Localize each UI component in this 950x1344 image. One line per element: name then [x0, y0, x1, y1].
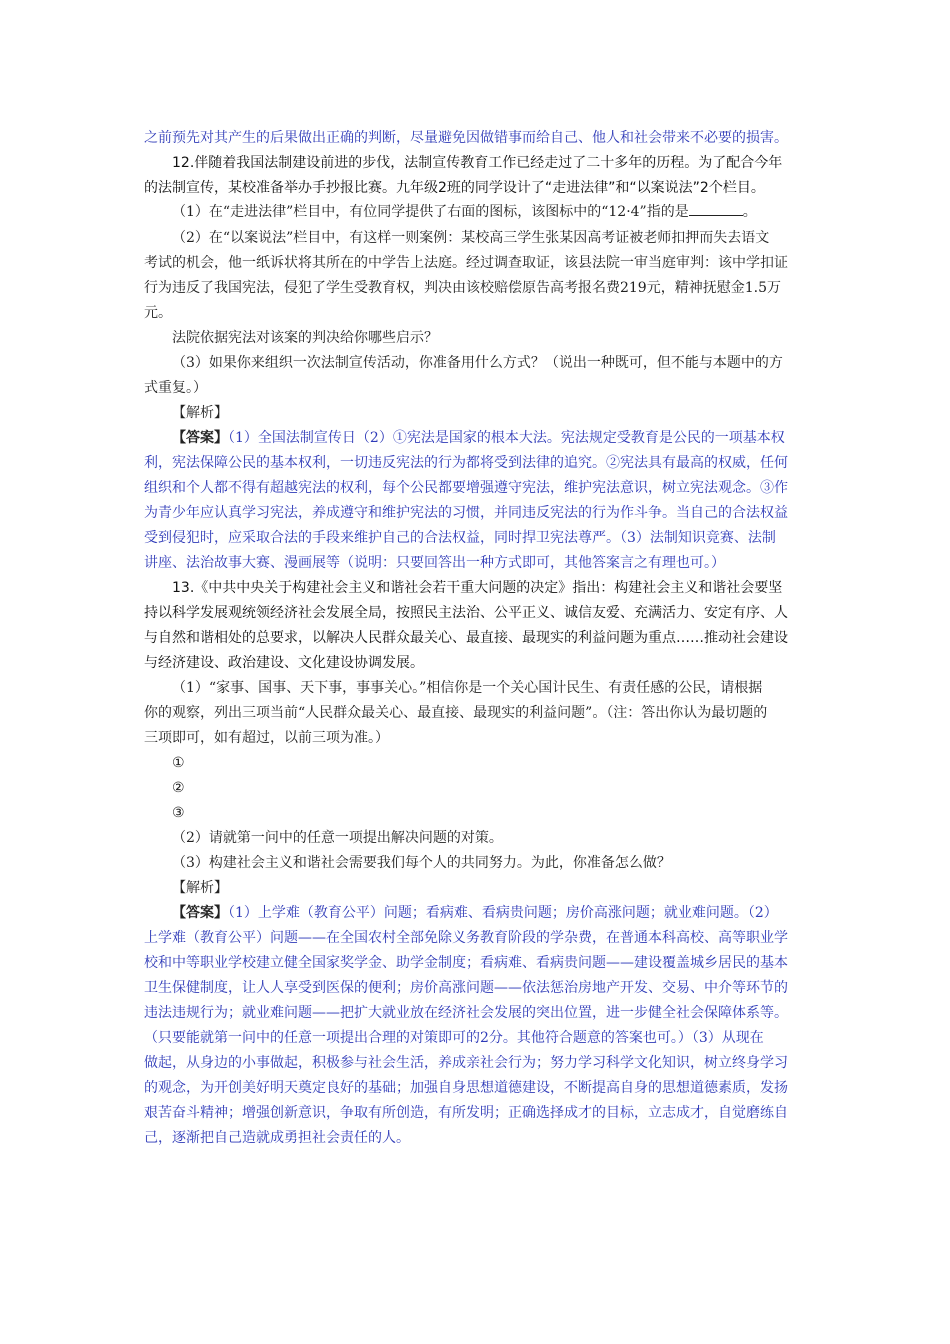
answer-label: 【答案】: [172, 430, 228, 446]
answer-13-cont: 己，逐渐把自己造就成勇担社会责任的人。: [144, 1130, 410, 1146]
answer-12-cont: 为青少年应认真学习宪法，养成遵守和维护宪法的习惯，并同违反宪法的行为作斗争。当自己的合法权益: [144, 505, 788, 521]
answer-13-cont: 做起，从身边的小事做起，积极参与社会生活，养成亲社会行为；努力学习科学文化知识，树立终身学习: [144, 1055, 788, 1071]
question-12-part-1-end: 。: [742, 204, 757, 220]
answer-13-cont: 违法违规行为；就业难问题——把扩大就业放在经济社会发展的突出位置，进一步健全社会保障体系等。: [144, 1005, 788, 1021]
question-12-part-2-cont: 考试的机会，他一纸诉状将其所在的中学告上法庭。经过调查取证，该县法院一审当庭审判：该中学扣证: [144, 255, 788, 271]
question-12-part-1-text: （1）在“走进法律”栏目中，有位同学提供了右面的图标，该图标中的“12·4”指的是: [172, 204, 689, 220]
question-12-part-2-cont: 元。: [144, 305, 172, 321]
answer-12-cont: 利，宪法保障公民的基本权利，一切违反宪法的行为都将受到法律的追究。②宪法具有最高的权威，任何: [144, 455, 788, 471]
answer-13: [172, 903, 816, 925]
answer-12-cont: 组织和个人都不得有超越宪法的权利，每个公民都要增强遵守宪法，维护宪法意识，树立宪法观念。③作: [144, 480, 788, 496]
answer-12: [172, 428, 816, 450]
answer-12-cont: 受到侵犯时，应采取合法的手段来维护自己的合法权益，同时捍卫宪法尊严。（3）法制知识竞赛、法制: [144, 530, 776, 546]
answer-13-cont: 的观念，为开创美好明天奠定良好的基础；加强自身思想道德建设，不断提高自身的思想道德素质，发扬: [144, 1080, 788, 1096]
answer-blank: [689, 203, 743, 216]
question-13-part-3: （3）构建社会主义和谐社会需要我们每个人的共同努力。为此，你准备怎么做？: [172, 855, 671, 871]
answer-13-text: （1）上学难（教育公平）问题；看病难、看病贵问题；房价高涨问题；就业难问题。（2）: [228, 905, 778, 921]
question-12-part-1: [172, 202, 816, 224]
question-13-stem: 13.《中共中央关于构建社会主义和谐社会若干重大问题的决定》指出：构建社会主义和谐社会要坚: [172, 580, 783, 596]
question-12-stem: 12.伴随着我国法制建设前进的步伐，法制宣传教育工作已经走过了二十多年的历程。为了配合今年: [172, 155, 783, 171]
question-13-part-1-cont: 三项即可，如有超过，以前三项为准。）: [144, 730, 389, 746]
analysis-label: 【解析】: [172, 405, 228, 421]
answer-12-text: （1）全国法制宣传日（2）①宪法是国家的根本大法。宪法规定受教育是公民的一项基本权: [228, 430, 785, 446]
question-13-part-1: （1）“家事、国事、天下事，事事关心。”相信你是一个关心国计民生、有责任感的公民，请根据: [172, 680, 763, 696]
answer-slot-1: ①: [172, 755, 185, 771]
question-12-stem-cont: 的法制宣传，某校准备举办手抄报比赛。九年级2班的同学设计了“走进法律”和“以案说法”2个栏目。: [144, 180, 765, 196]
answer-13-cont: （只要能就第一问中的任意一项提出合理的对策即可的2分。其他符合题意的答案也可。）（3）从现在: [144, 1030, 764, 1046]
question-13-stem-cont: 与自然和谐相处的总要求，以解决人民群众最关心、最直接、最现实的利益问题为重点……推动社会建设: [144, 630, 788, 646]
previous-answer-tail: 之前预先对其产生的后果做出正确的判断，尽量避免因做错事而给自己、他人和社会带来不必要的损害。: [144, 130, 788, 146]
question-12-part-3-cont: 式重复。）: [144, 380, 207, 396]
answer-label: 【答案】: [172, 905, 228, 921]
answer-13-cont: 艰苦奋斗精神；增强创新意识，争取有所创造，有所发明；正确选择成才的目标，立志成才，自觉磨练自: [144, 1105, 788, 1121]
question-12-part-2-cont: 行为违反了我国宪法，侵犯了学生受教育权，判决由该校赔偿原告高考报名费219元，精神抚慰金1.5万: [144, 280, 781, 296]
question-13-part-2: （2）请就第一问中的任意一项提出解决问题的对策。: [172, 830, 503, 846]
question-13-stem-cont: 持以科学发展观统领经济社会发展全局，按照民主法治、公平正义、诚信友爱、充满活力、安定有序、人: [144, 605, 788, 621]
answer-12-cont: 讲座、法治故事大赛、漫画展等（说明：只要回答出一种方式即可，其他答案言之有理也可。）: [144, 555, 725, 571]
answer-13-cont: 校和中等职业学校建立健全国家奖学金、助学金制度；看病难、看病贵问题——建设覆盖城乡居民的基本: [144, 955, 788, 971]
question-13-part-1-cont: 你的观察，列出三项当前“人民群众最关心、最直接、最现实的利益问题”。（注：答出你认为最切题的: [144, 705, 768, 721]
question-13-stem-cont: 与经济建设、政治建设、文化建设协调发展。: [144, 655, 424, 671]
question-12-part-2-prompt: 法院依据宪法对该案的判决给你哪些启示？: [172, 330, 438, 346]
answer-13-cont: 卫生保健制度，让人人享受到医保的便利；房价高涨问题——依法惩治房地产开发、交易、中介等环节的: [144, 980, 788, 996]
analysis-label: 【解析】: [172, 880, 228, 896]
question-12-part-3: （3）如果你来组织一次法制宣传活动，你准备用什么方式？（说出一种既可，但不能与本题中的方: [172, 355, 783, 371]
answer-slot-2: ②: [172, 780, 185, 796]
question-12-part-2: （2）在“以案说法”栏目中，有这样一则案例：某校高三学生张某因高考证被老师扣押而失去语文: [172, 230, 770, 246]
answer-13-cont: 上学难（教育公平）问题——在全国农村全部免除义务教育阶段的学杂费，在普通本科高校、高等职业学: [144, 930, 788, 946]
answer-slot-3: ③: [172, 805, 185, 821]
